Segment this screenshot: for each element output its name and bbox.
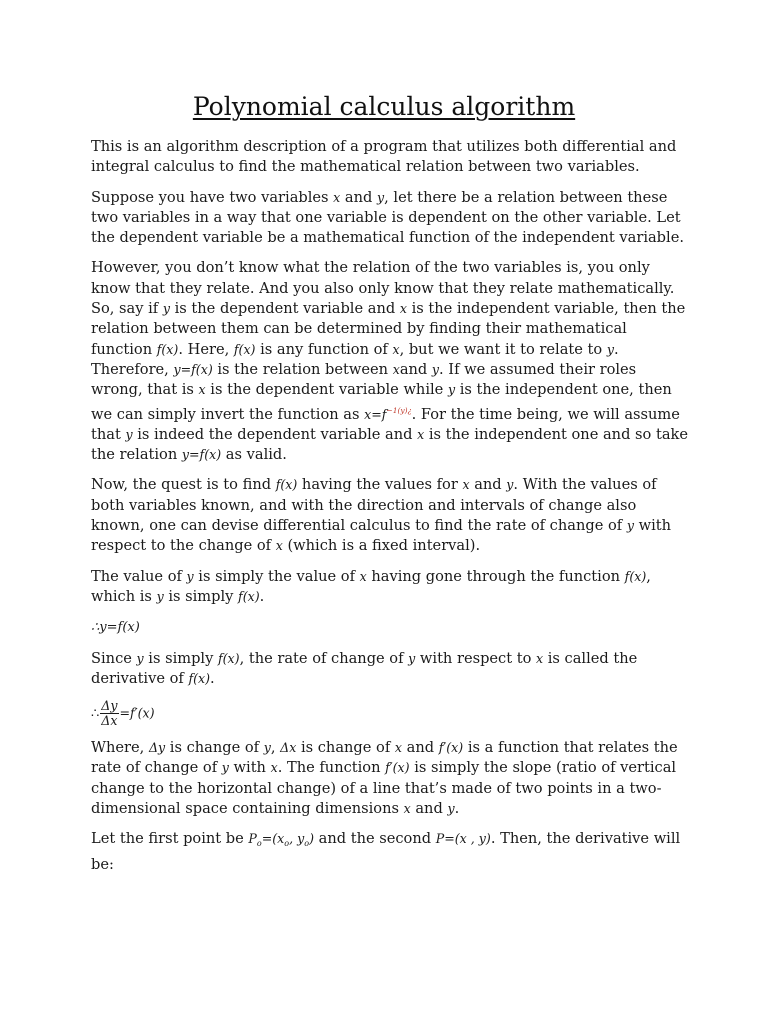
delta-fraction: $\frac{\Delta y}{\Delta x}$ [101, 698, 118, 729]
paragraph-points: Let the first point be $P_o=(x_o$, $y_o$) and the second P=(x , y). Then, the derivative will be: [91, 830, 681, 873]
paragraph-value: The value of y is simply the value of x having gone through the function f(x), which is y is simply f(x). [91, 567, 651, 605]
equation-function: ∴y=f(x) [91, 620, 140, 636]
paragraph-where: Where, Δy is change of y, Δx is change of x and f′(x) is a function that relates the rate of change of y with x. The function f′(x) is simply the slope (ratio of vertical change to the horizontal change) of a line that’s made of two points in a two-dimensional space containing dimensions x and y. [91, 739, 678, 818]
paragraph-variables: Suppose you have two variables x and y, let there be a relation between these two variables in a way that one variable is dependent on the other variable. Let the dependent variable be a mathematical function of the independent variable. [91, 188, 684, 247]
document-title: Polynomial calculus algorithm [192, 92, 576, 121]
paragraph-intro: This is an algorithm description of a program that utilizes both differential and integral calculus to find the mathematical relation between two variables. [91, 138, 677, 176]
paragraph-quest: Now, the quest is to find f(x) having the values for x and y. With the values of both variables known, and with the direction and intervals of change also known, one can devise differential calculus to find the rate of change of y with respect to the change of x (which is a fixed interval). [91, 476, 671, 555]
document-body [91, 137, 691, 885]
paragraph-relation: However, you don’t know what the relation of the two variables is, you only know that they relate. And you also only know that they relate mathematically. So, say if y is the dependent variable and x is the independent variable, then the relation between them can be determined by finding their mathematical function f(x). Here, f(x) is any function of x, but we want it to relate to y. Therefore, y=f(x) is the relation between xand y. If we assumed their roles wrong, that is x is the dependent variable while y is the independent one, then we can simply invert the function as $x=f^{-1(y)¿}$. For the time being, we will assume that y is indeed the dependent variable and x is the independent one and so take the relation y=f(x) as valid. [91, 259, 689, 464]
paragraph-derivative: Since y is simply f(x), the rate of change of y with respect to x is called the derivative of f(x). [91, 649, 638, 687]
equation-derivative: ∴ $\frac{\Delta y}{\Delta x}$ =f′(x) [91, 698, 155, 729]
inverse-superscript: −1(y)¿ [386, 405, 412, 415]
